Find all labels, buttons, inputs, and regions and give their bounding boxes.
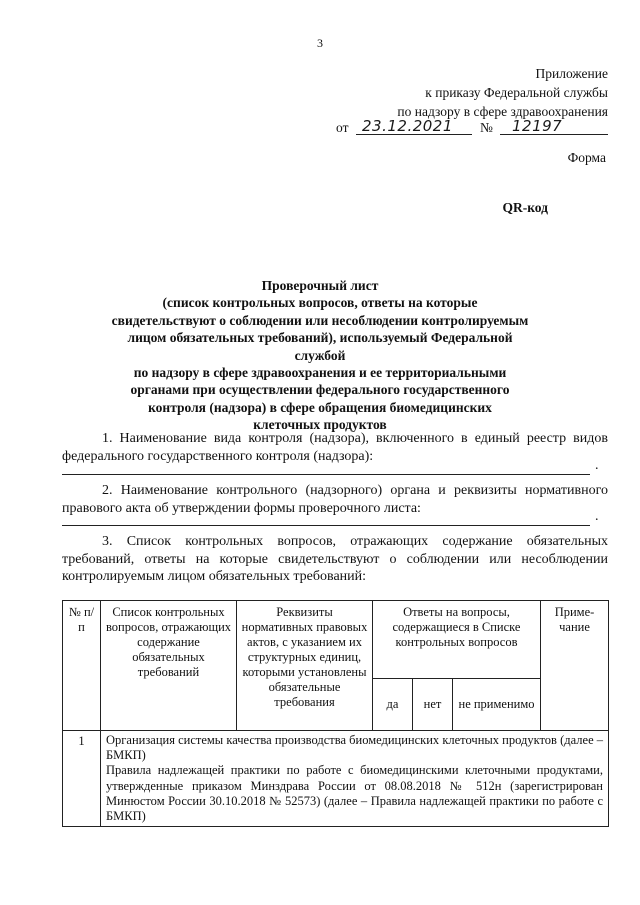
title-line: по надзору в сфере здравоохранения и ее территориальными xyxy=(133,365,507,381)
row-content xyxy=(101,731,609,827)
from-label: от xyxy=(336,120,349,135)
appendix-line-2: к приказу Федеральной службы xyxy=(425,85,608,100)
row-question: Организация системы качества производства биомедицинских клеточных продуктов (далее – БМКП) xyxy=(106,733,603,763)
fill-line-2-end: . xyxy=(595,509,599,524)
paragraph-control-body xyxy=(62,482,608,517)
header-not-applicable: не применимо xyxy=(453,679,541,731)
title-line: свидетельствуют о соблюдении или несоблюдении контролируемым xyxy=(111,312,529,328)
table-row xyxy=(63,731,609,827)
paragraph-question-list xyxy=(62,533,608,586)
checklist-table xyxy=(62,600,609,827)
title-line: лицом обязательных требований), используемый Федеральной службой xyxy=(127,330,513,363)
qr-code-label: QR-код xyxy=(502,200,548,215)
title-line: органами при осуществлении федерального государственного xyxy=(130,382,510,398)
form-label: Форма xyxy=(567,150,606,165)
document-title xyxy=(110,277,530,434)
header-no: нет xyxy=(413,679,453,731)
handwritten-date: 23.12.2021 xyxy=(362,117,453,135)
fill-line-1 xyxy=(62,474,590,475)
title-line: контроля (надзора) в сфере обращения биомедицинских xyxy=(148,399,492,415)
row-number: 1 xyxy=(63,731,101,827)
header-requisites: Реквизиты нормативных правовых актов, с указанием их структурных единиц, которыми установлены обязательные требования xyxy=(237,601,373,731)
paragraph-control-type xyxy=(62,430,608,465)
header-note: Приме-чание xyxy=(541,601,609,731)
header-number: № п/п xyxy=(63,601,101,731)
paragraph-2-text: 2. Наименование контрольного (надзорного) органа и реквизиты нормативного правового акта об утверждении формы проверочного листа: xyxy=(62,483,608,516)
header-questions: Список контрольных вопросов, отражающих содержание обязательных требований xyxy=(101,601,237,731)
fill-line-1-end: . xyxy=(595,458,599,473)
row-requisite: Правила надлежащей практики по работе с биомедицинскими клеточными продуктами, утвержденные приказом Минздрава России от 08.08.2018 № 512н (зарегистрирован Минюстом России 30.10.2018 № 52573) (далее – Правила надлежащей практики по работе с БМКП) xyxy=(106,763,603,824)
header-yes: да xyxy=(373,679,413,731)
header-answers: Ответы на вопросы, содержащиеся в Списке контрольных вопросов xyxy=(373,601,541,679)
number-label: № xyxy=(480,120,493,135)
page-number: 3 xyxy=(317,36,323,50)
appendix-line-3: по надзору в сфере здравоохранения xyxy=(397,104,608,119)
paragraph-1-text: 1. Наименование вида контроля (надзора), включенного в единый реестр видов федерального государственного контроля (надзора): xyxy=(62,431,608,464)
fill-line-2 xyxy=(62,525,590,526)
appendix-line-1: Приложение xyxy=(535,66,608,81)
title-line: клеточных продуктов xyxy=(253,417,387,433)
handwritten-number: 12197 xyxy=(512,117,563,135)
title-line: Проверочный лист xyxy=(261,278,379,293)
paragraph-3-text: 3. Список контрольных вопросов, отражающих содержание обязательных требований, ответы на которые свидетельствуют о соблюдении или несоблюдении контролируемым лицом обязательных требований: xyxy=(62,534,608,585)
order-reference xyxy=(336,118,608,138)
title-line: (список контрольных вопросов, ответы на которые xyxy=(162,295,478,311)
appendix-header xyxy=(397,64,608,121)
